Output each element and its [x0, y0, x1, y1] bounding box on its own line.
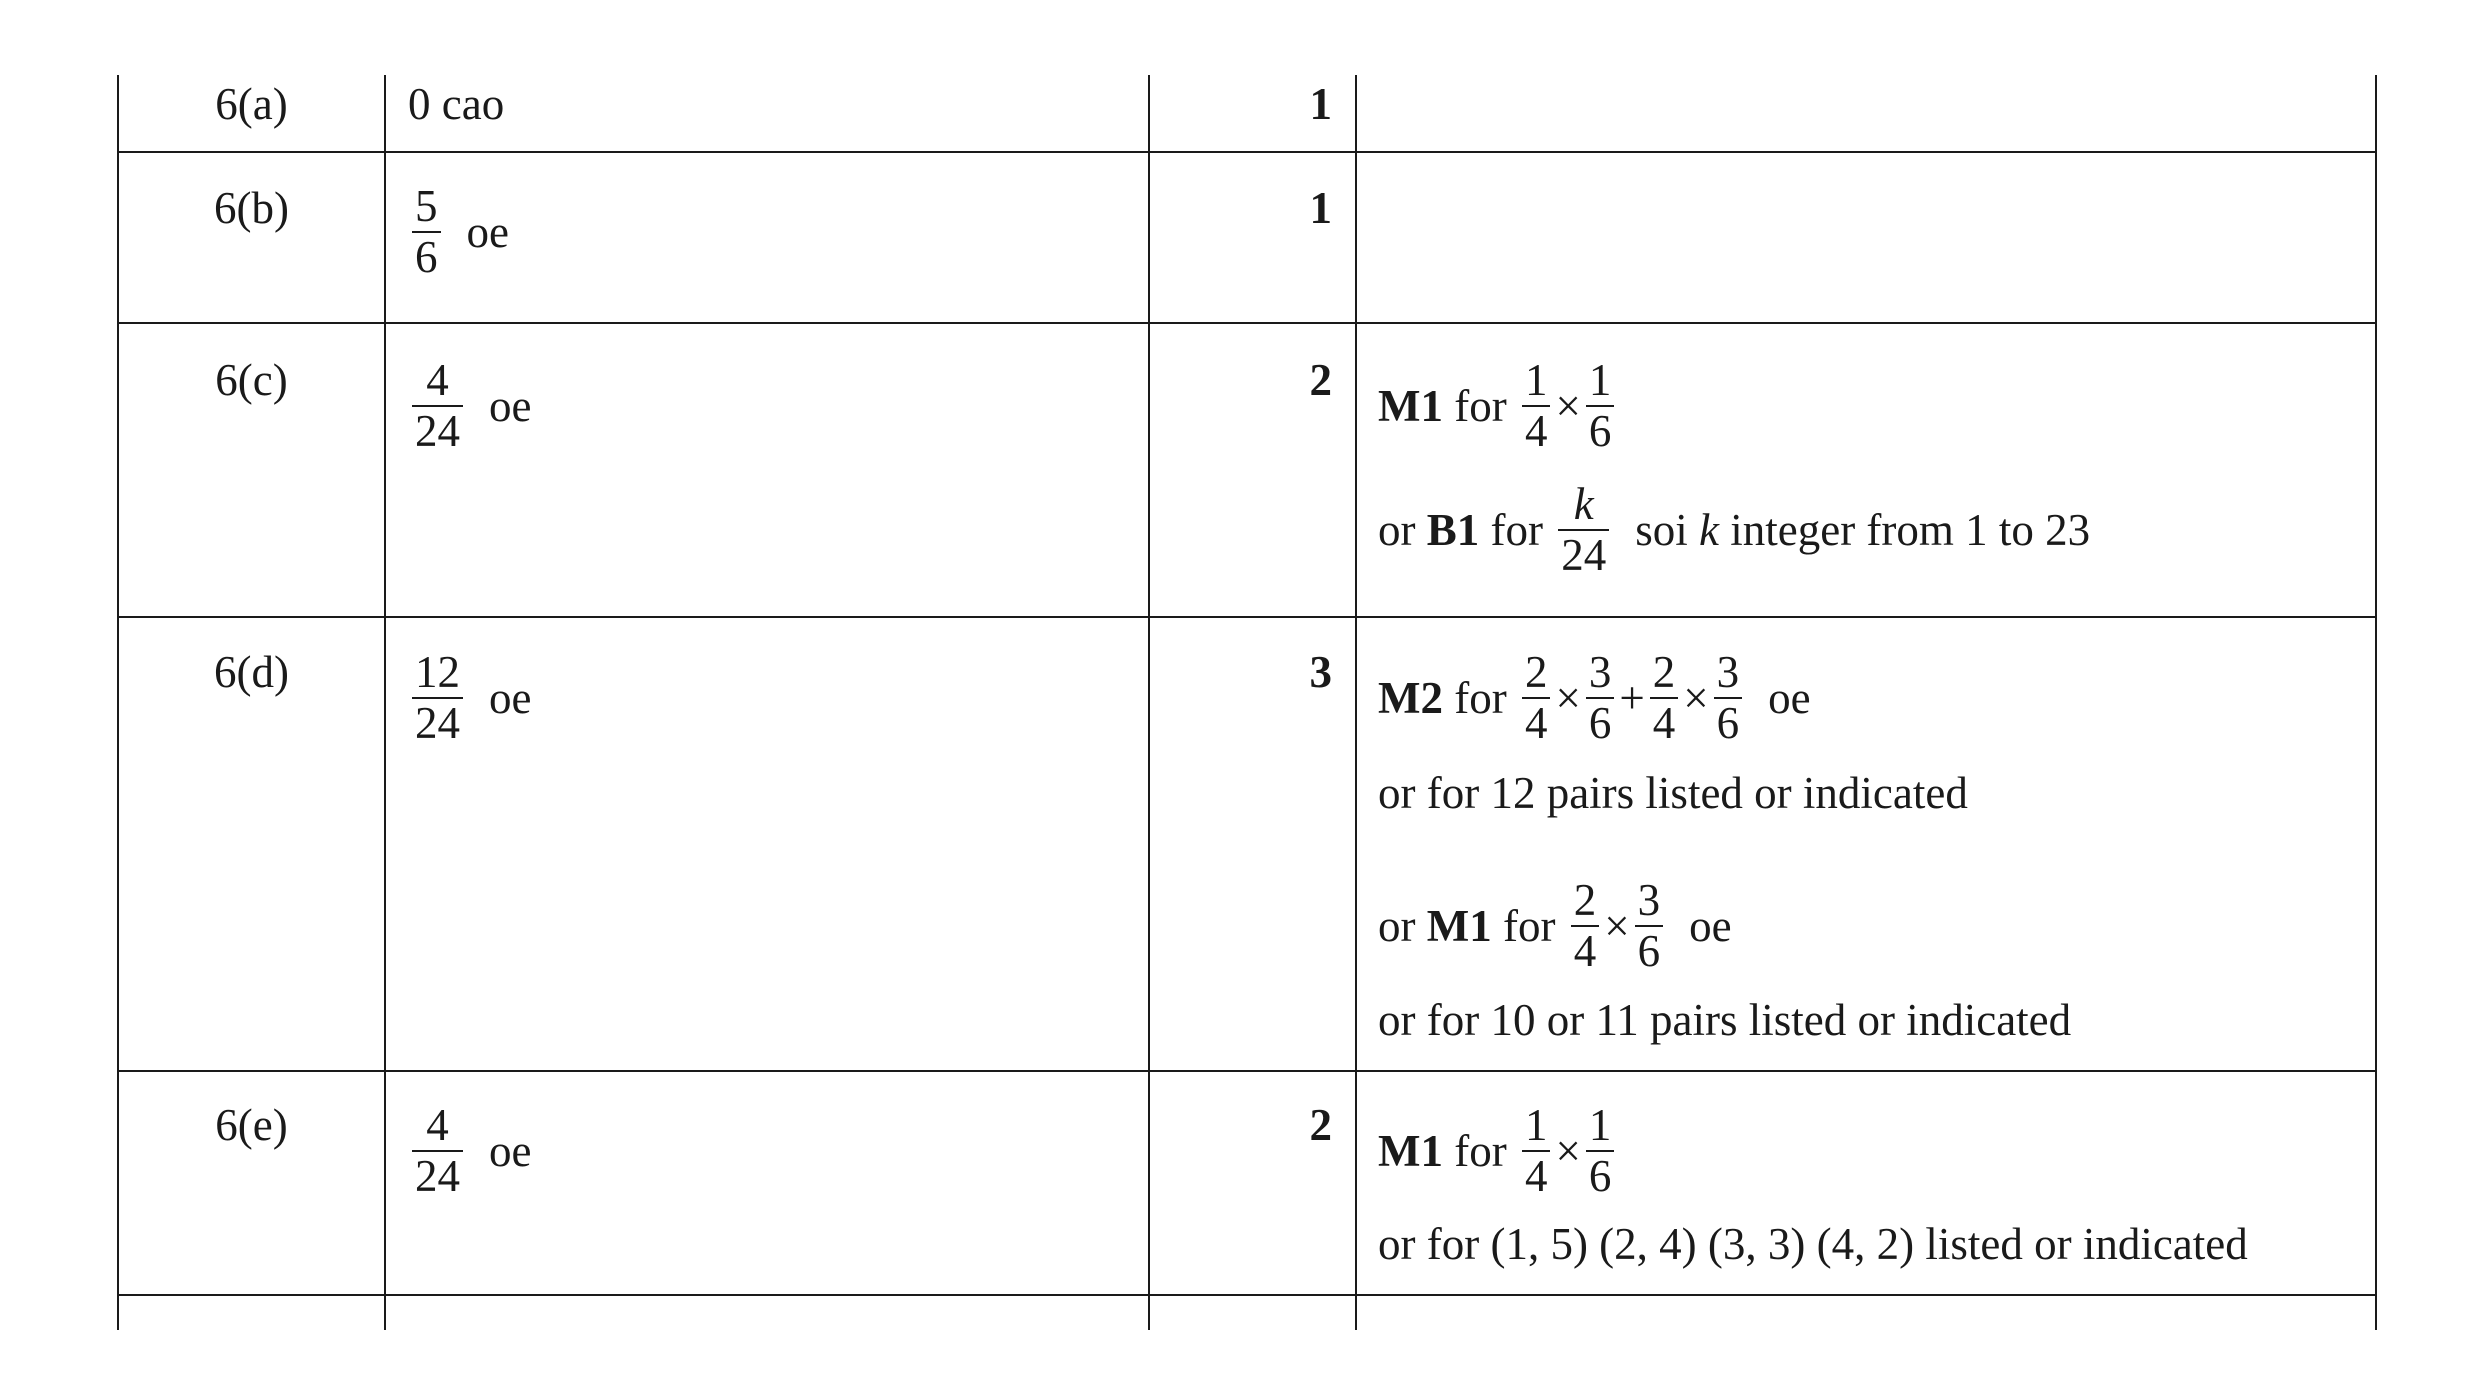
guidance-word: for [1454, 1125, 1507, 1176]
mark-code: B1 [1426, 504, 1480, 555]
question-number: 6(b) [214, 183, 289, 233]
guidance-fraction [1714, 648, 1743, 747]
answer-fraction [412, 1101, 463, 1200]
fraction-numerator: 12 [415, 647, 460, 697]
question-number: 6(e) [215, 1100, 288, 1150]
fraction-denominator: 6 [1588, 697, 1612, 748]
table-border-left [117, 75, 119, 1330]
times-operator: × [1555, 1125, 1581, 1176]
guidance-fraction [1558, 480, 1609, 579]
guidance-fraction [1650, 648, 1679, 747]
column-divider-marks [1148, 75, 1150, 1330]
guidance-word: for [1502, 900, 1556, 951]
fraction-numerator: 3 [1588, 647, 1612, 697]
guidance-fraction [1635, 876, 1664, 975]
answer-expression [408, 1101, 531, 1200]
answer-suffix: oe [466, 206, 509, 257]
fraction-numerator: 2 [1652, 647, 1676, 697]
guidance-line [1378, 356, 1618, 455]
answer-fraction [412, 648, 463, 747]
fraction-numerator: 4 [426, 1100, 449, 1150]
times-operator: × [1555, 380, 1581, 431]
guidance-text: or for (1, 5) (2, 4) (3, 3) (4, 2) listed or indicated [1378, 1219, 2248, 1269]
fraction-numerator: 3 [1716, 647, 1740, 697]
fraction-denominator: 6 [415, 231, 438, 282]
variable-k: k [1699, 504, 1719, 555]
answer-fraction [412, 356, 463, 455]
fraction-numerator: k [1573, 479, 1594, 529]
fraction-numerator: 4 [426, 355, 449, 405]
mark-code: M2 [1378, 672, 1443, 723]
guidance-fraction [1586, 1101, 1615, 1200]
answer-suffix: oe [489, 672, 532, 723]
guidance-line [1378, 648, 1811, 747]
fraction-denominator: 6 [1588, 1150, 1612, 1201]
column-divider-guidance [1355, 75, 1357, 1330]
guidance-line [1378, 876, 1732, 975]
mark-code: M1 [1378, 380, 1443, 431]
fraction-denominator: 4 [1652, 697, 1676, 748]
times-operator: × [1604, 900, 1630, 951]
marks-value: 2 [1309, 355, 1332, 405]
fraction-denominator: 24 [1561, 529, 1607, 580]
fraction-numerator: 1 [1524, 355, 1548, 405]
fraction-denominator: 6 [1716, 697, 1740, 748]
guidance-word: or [1378, 900, 1416, 951]
marks-value: 1 [1309, 79, 1332, 129]
guidance-word: for [1454, 672, 1507, 723]
fraction-numerator: 5 [415, 181, 438, 231]
guidance-text: or for 12 pairs listed or indicated [1378, 768, 1968, 818]
answer-fraction [412, 182, 441, 281]
table-border-right [2375, 75, 2377, 1330]
answer-expression [408, 648, 531, 747]
answer-text: 0 cao [408, 79, 505, 129]
marks-value: 2 [1309, 1100, 1332, 1150]
fraction-denominator: 6 [1637, 925, 1661, 976]
fraction-numerator: 1 [1588, 1100, 1612, 1150]
row-divider [117, 616, 2377, 618]
mark-code: M1 [1378, 1125, 1443, 1176]
fraction-numerator: 1 [1524, 1100, 1548, 1150]
guidance-fraction [1522, 356, 1551, 455]
question-number: 6(a) [215, 79, 288, 129]
question-number: 6(d) [214, 647, 289, 697]
guidance-text: integer from 1 to 23 [1730, 504, 2091, 555]
row-divider [117, 151, 2377, 153]
marks-value: 3 [1309, 647, 1332, 697]
answer-suffix: oe [489, 1125, 532, 1176]
marks-value: 1 [1309, 183, 1332, 233]
row-divider [117, 1070, 2377, 1072]
guidance-fraction [1586, 356, 1615, 455]
guidance-word: soi [1635, 504, 1688, 555]
guidance-word: for [1490, 504, 1543, 555]
fraction-denominator: 24 [415, 1150, 460, 1201]
row-divider [117, 1294, 2377, 1296]
row-divider [117, 322, 2377, 324]
column-divider-answer [384, 75, 386, 1330]
guidance-fraction [1586, 648, 1615, 747]
guidance-word: oe [1689, 900, 1732, 951]
fraction-denominator: 4 [1524, 697, 1548, 748]
mark-code: M1 [1426, 900, 1492, 951]
fraction-numerator: 3 [1637, 875, 1661, 925]
guidance-text: or for 10 or 11 pairs listed or indicated [1378, 995, 2072, 1045]
guidance-word: or [1378, 504, 1416, 555]
fraction-numerator: 2 [1524, 647, 1548, 697]
fraction-numerator: 2 [1573, 875, 1597, 925]
fraction-denominator: 24 [415, 405, 460, 456]
fraction-denominator: 4 [1524, 1150, 1548, 1201]
guidance-line [1378, 1101, 1618, 1200]
fraction-denominator: 6 [1588, 405, 1612, 456]
guidance-line [1378, 480, 2090, 579]
times-operator: × [1555, 672, 1581, 723]
fraction-denominator: 4 [1573, 925, 1597, 976]
times-operator: × [1683, 672, 1709, 723]
guidance-fraction [1522, 648, 1551, 747]
guidance-word: oe [1768, 672, 1811, 723]
guidance-word: for [1454, 380, 1507, 431]
guidance-fraction [1522, 1101, 1551, 1200]
plus-operator: + [1619, 672, 1645, 723]
guidance-fraction [1571, 876, 1600, 975]
fraction-denominator: 4 [1524, 405, 1548, 456]
answer-expression [408, 182, 509, 281]
fraction-numerator: 1 [1588, 355, 1612, 405]
answer-expression [408, 356, 531, 455]
fraction-denominator: 24 [415, 697, 460, 748]
answer-suffix: oe [489, 380, 532, 431]
question-number: 6(c) [215, 355, 288, 405]
